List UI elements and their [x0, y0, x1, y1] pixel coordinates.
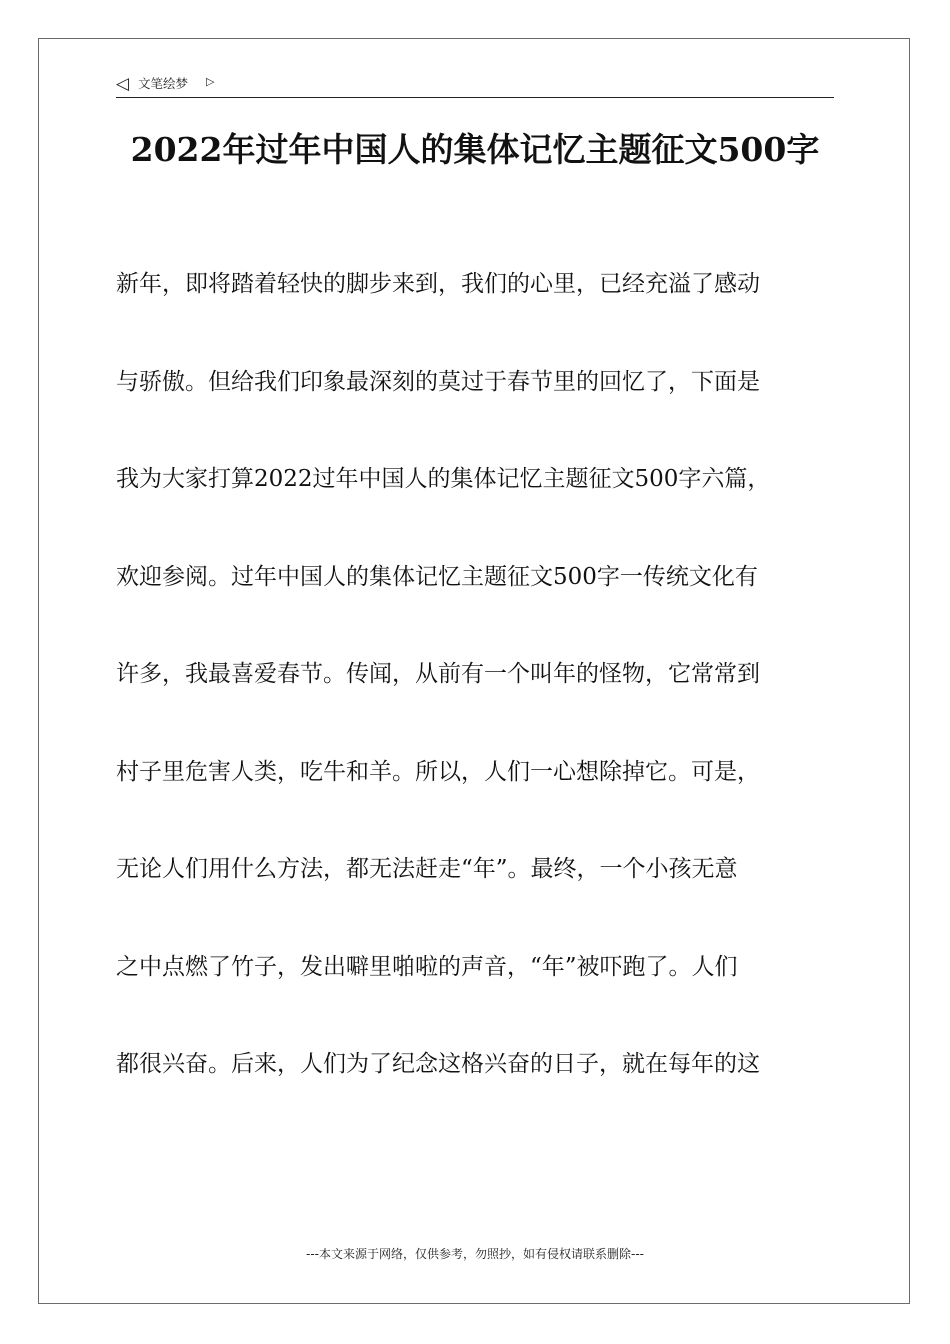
body-line: 欢迎参阅。过年中国人的集体记忆主题征文500字一传统文化有: [116, 563, 758, 590]
body-line: 之中点燃了竹子，发出噼里啪啦的声音，“年”被吓跑了。人们: [116, 953, 738, 980]
body-text: [116, 257, 876, 1135]
brand-label: 文笔绘梦: [138, 76, 189, 91]
body-line: 许多，我最喜爱春节。传闻，从前有一个叫年的怪物，它常常到: [116, 661, 760, 687]
body-line: 我为大家打算2022过年中国人的集体记忆主题征文500字六篇，: [116, 466, 771, 492]
document-title: 2022年过年中国人的集体记忆主题征文500字: [130, 130, 820, 169]
body-line: 与骄傲。但给我们印象最深刻的莫过于春节里的回忆了，下面是: [116, 368, 760, 395]
body-line: 新年，即将踏着轻快的脚步来到，我们的心里，已经充溢了感动: [116, 271, 760, 297]
body-line: 村子里危害人类，吃牛和羊。所以，人们一心想除掉它。可是，: [116, 758, 760, 785]
footer-disclaimer: ---本文来源于网络，仅供参考，勿照抄，如有侵权请联系删除---: [306, 1247, 644, 1261]
body-line: 无论人们用什么方法，都无法赶走“年”。最终，一个小孩无意: [116, 856, 738, 882]
page-header: [116, 74, 834, 98]
triangle-left-icon: ◁: [116, 74, 130, 94]
body-line: 都很兴奋。后来，人们为了纪念这格兴奋的日子，就在每年的这: [116, 1051, 760, 1077]
triangle-right-icon: ▷: [206, 75, 215, 88]
